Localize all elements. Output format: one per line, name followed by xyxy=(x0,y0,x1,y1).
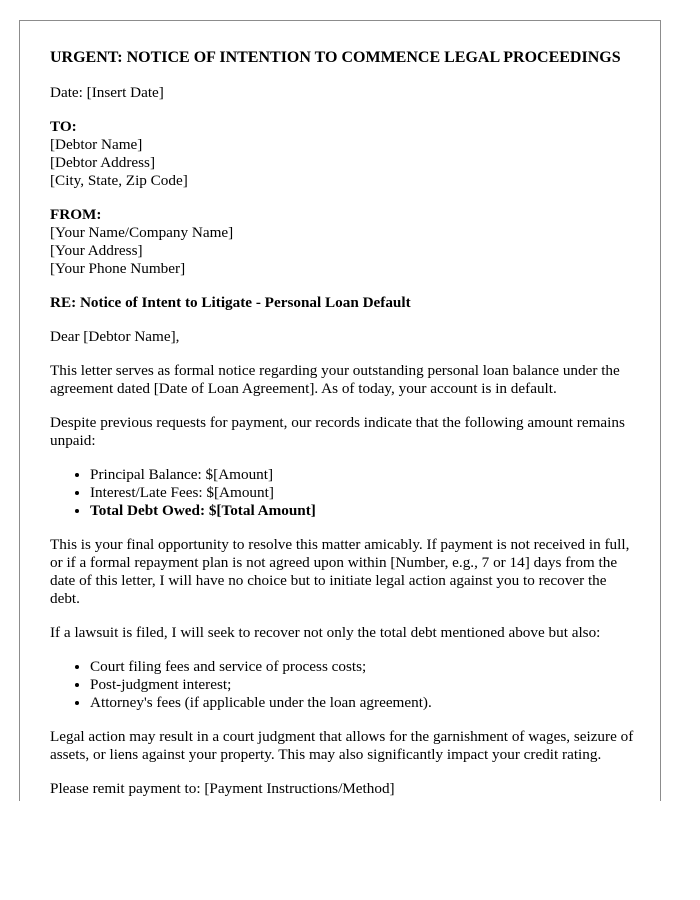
list-item-principal: • Principal Balance: $[Amount] xyxy=(90,466,634,484)
paragraph-payment-instructions-partial: Please remit payment to: [Payment Instructions/Method] xyxy=(50,780,395,797)
from-name: [Your Name/Company Name] xyxy=(50,224,234,241)
to-debtor-address: [Debtor Address] xyxy=(50,154,156,171)
list-item-attorney-fees: • Attorney's fees (if applicable under the loan agreement). xyxy=(90,694,634,712)
list-item-total-debt: • Total Debt Owed: $[Total Amount] xyxy=(90,502,634,520)
letter-page xyxy=(19,20,661,801)
paragraph-lawsuit-recovery: If a lawsuit is filed, I will seek to recover not only the total debt mentioned above but also: xyxy=(50,624,601,641)
list-item-post-judgment-interest: • Post-judgment interest; xyxy=(90,676,634,694)
list-item-interest: • Interest/Late Fees: $[Amount] xyxy=(90,484,634,502)
to-label: TO: xyxy=(50,118,77,135)
list-item-court-fees: • Court filing fees and service of process costs; xyxy=(90,658,634,676)
from-address: [Your Address] xyxy=(50,242,143,259)
from-phone: [Your Phone Number] xyxy=(50,260,186,277)
from-label: FROM: xyxy=(50,206,102,223)
paragraph-final-opportunity: This is your final opportunity to resolve this matter amicably. If payment is not received in full, or if a formal repayment plan is not agreed upon within [Number, e.g., 7 or 14] days from the date of this letter, I will have no choice but to initiate legal action against you to recover the debt. xyxy=(50,536,630,607)
date-line: Date: [Insert Date] xyxy=(50,84,164,101)
paragraph-consequences: Legal action may result in a court judgment that allows for the garnishment of wages, seizure of assets, or liens against your property. This may also significantly impact your credit rating. xyxy=(50,728,634,763)
letter-content xyxy=(50,48,634,798)
to-block xyxy=(50,118,634,190)
letter-title: URGENT: NOTICE OF INTENTION TO COMMENCE LEGAL PROCEEDINGS xyxy=(50,49,621,66)
salutation: Dear [Debtor Name], xyxy=(50,328,180,345)
paragraph-default-notice: This letter serves as formal notice regarding your outstanding personal loan balance under the agreement dated [Date of Loan Agreement]. As of today, your account is in default. xyxy=(50,362,620,397)
costs-list xyxy=(50,658,634,712)
paragraph-unpaid-amount: Despite previous requests for payment, our records indicate that the following amount remains unpaid: xyxy=(50,414,625,449)
amounts-list xyxy=(50,466,634,520)
to-debtor-name: [Debtor Name] xyxy=(50,136,143,153)
from-block xyxy=(50,206,634,278)
to-city-state-zip: [City, State, Zip Code] xyxy=(50,172,188,189)
re-line: RE: Notice of Intent to Litigate - Personal Loan Default xyxy=(50,294,411,311)
